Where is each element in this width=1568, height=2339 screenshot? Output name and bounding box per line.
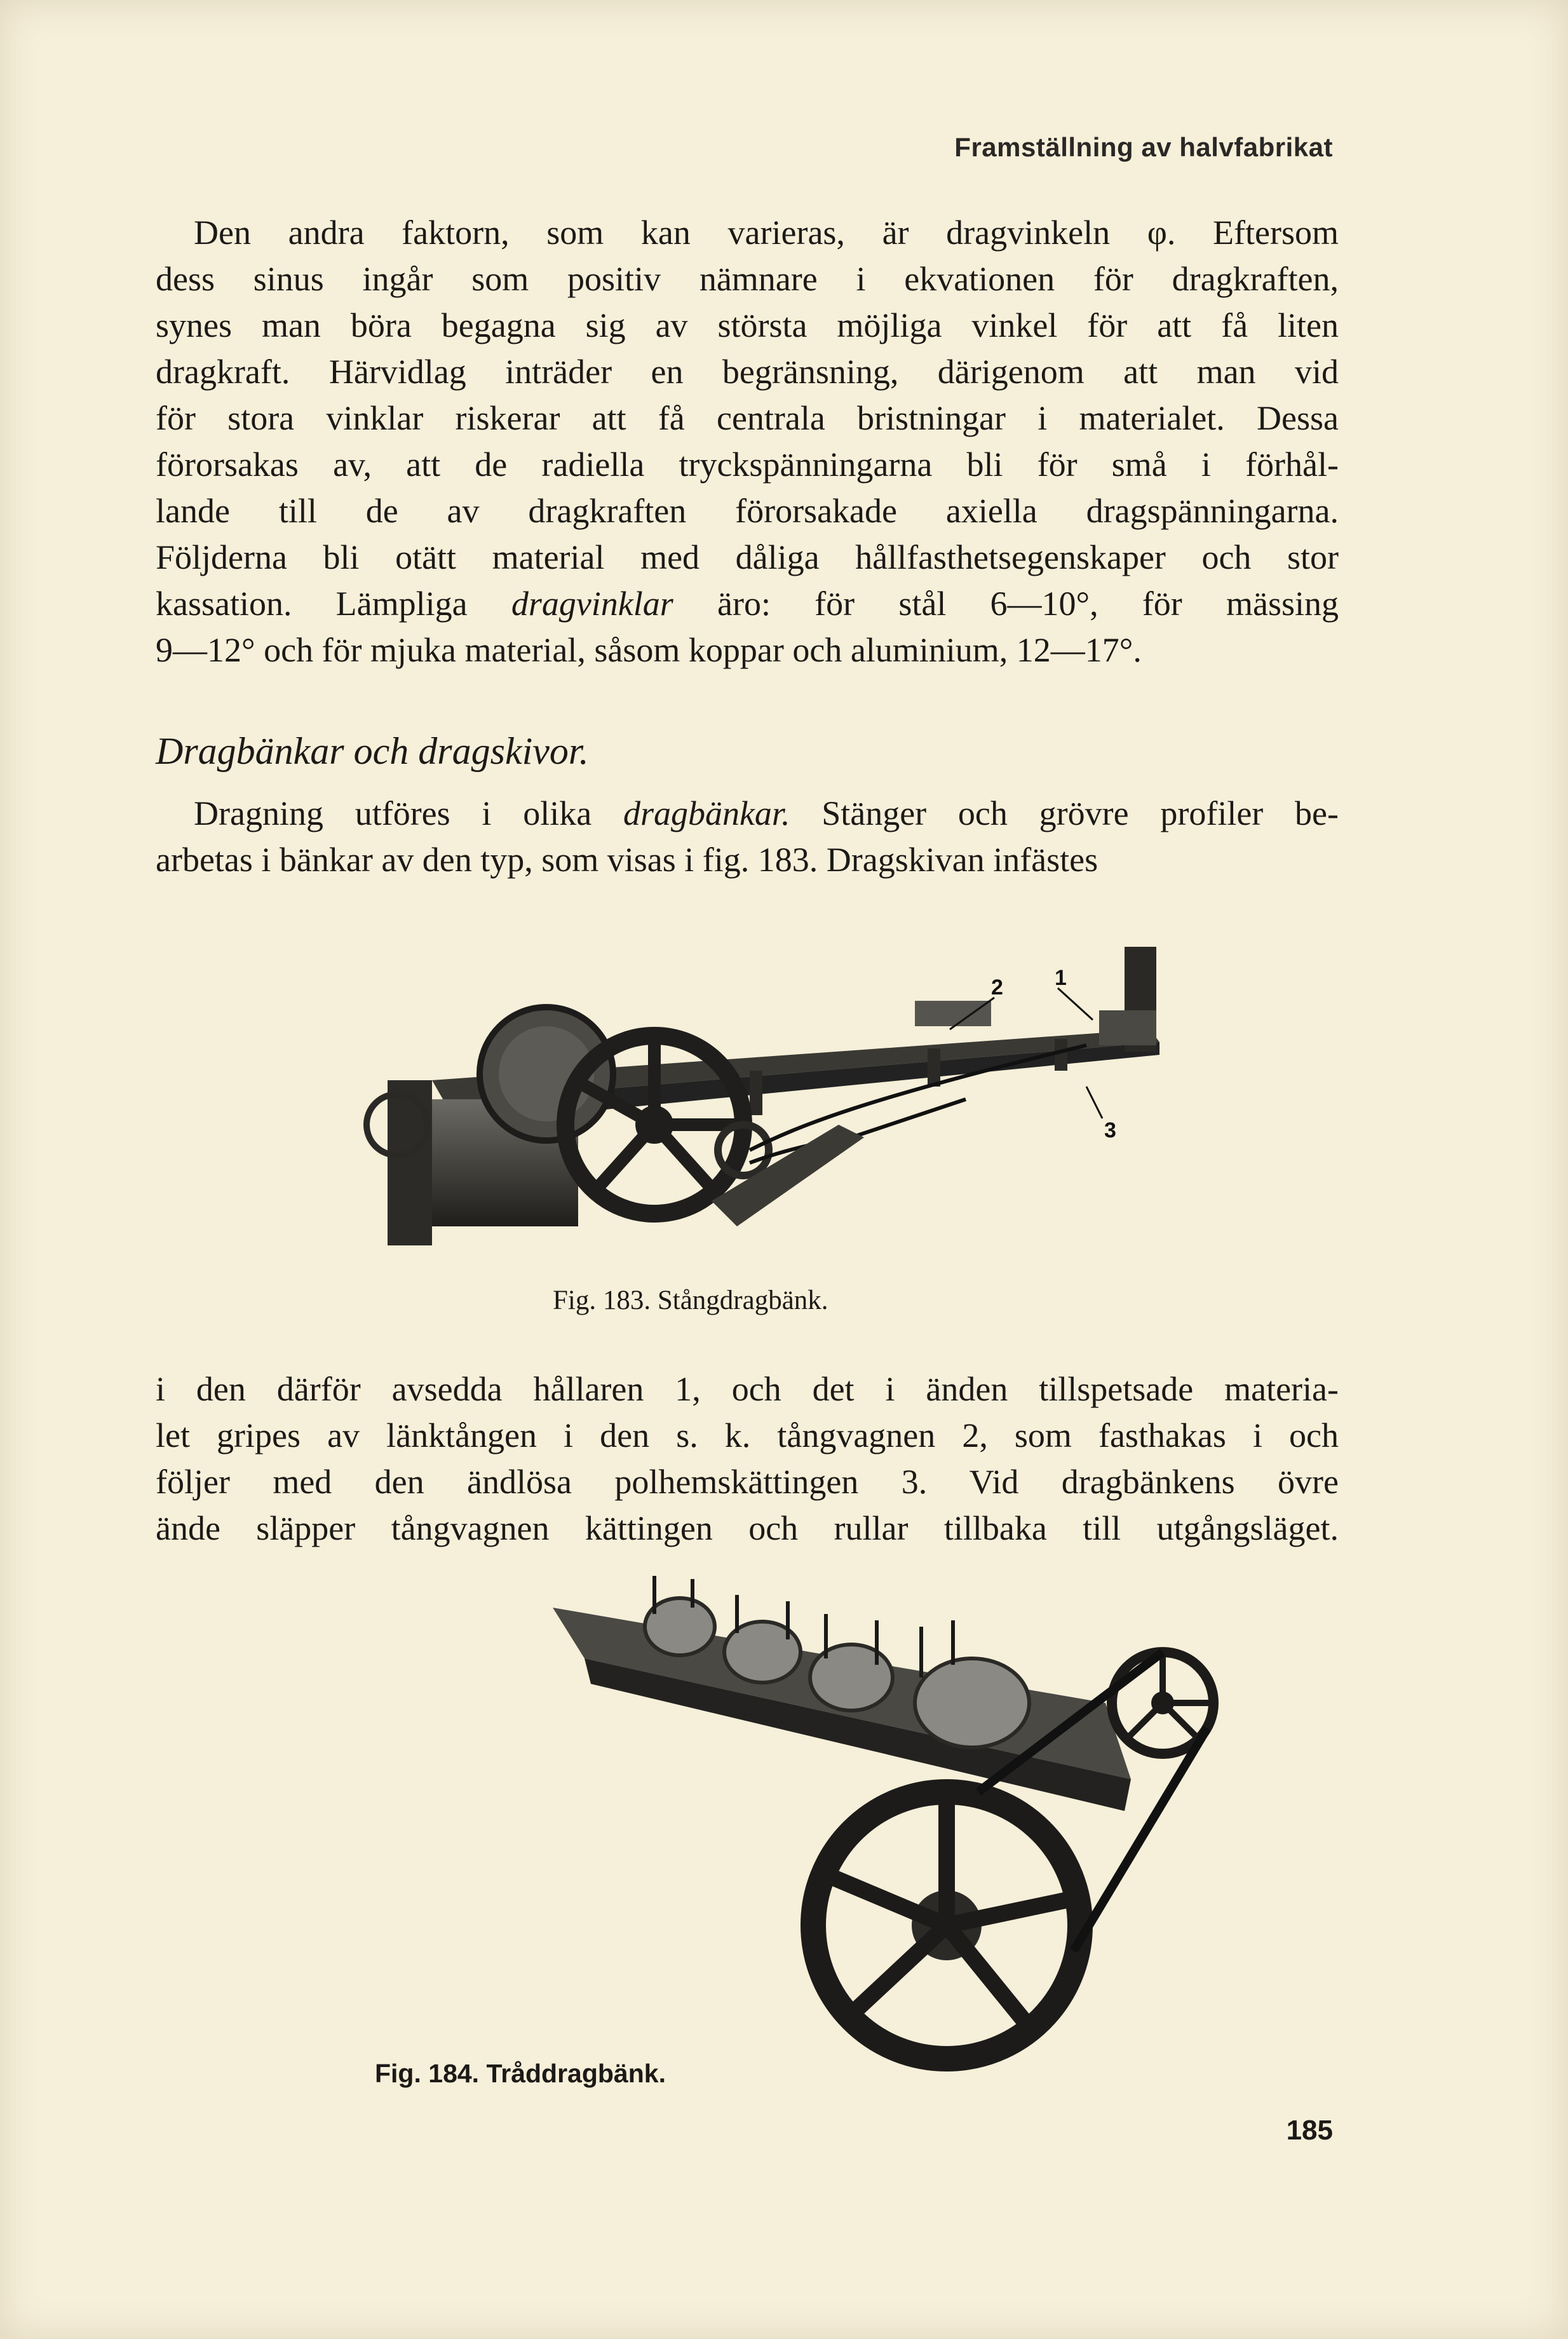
text-line: följer med den ändlösa polhemskättingen 3. Vid dragbänkens övre [156,1463,1339,1501]
text-line: 9—12° och för mjuka material, såsom koppar och aluminium, 12—17°. [156,631,1142,669]
text-line: dess sinus ingår som positiv nämnare i ekvationen för dragkraften, [156,260,1339,298]
figure-183-rod-drawing-bench [356,934,1182,1264]
text-line: let gripes av länktången i den s. k. tångvagnen 2, som fasthakas i och [156,1416,1339,1454]
text-run: Stänger och grövre profiler be- [790,794,1339,832]
figure-184-caption: Fig. 184. Tråddragbänk. [375,2059,666,2088]
text-line: i den därför avsedda hållaren 1, och det i änden tillspetsade materia- [156,1370,1339,1408]
text-run: äro: för stål 6—10°, för mässing [673,585,1339,623]
text-line: Den andra faktorn, som kan varieras, är dragvinkeln φ. Eftersom [194,214,1339,252]
callout-label: 1 [1055,966,1067,990]
italic-term: dragbänkar. [623,794,790,832]
text-line [156,581,1339,627]
figure-183-caption: Fig. 183. Stångdragbänk. [553,1285,828,1315]
text-line: synes man böra begagna sig av största möjliga vinkel för att få liten [156,306,1339,344]
text-line [156,790,1339,837]
callout-label: 3 [1104,1118,1116,1142]
text-line: lande till de av dragkraften förorsakade axiella dragspänningarna. [156,492,1339,530]
text-run: kassation. Lämpliga [156,585,511,623]
paragraph-2 [156,790,1339,883]
text-line: Följderna bli otätt material med dåliga hållfasthetsegenskaper och stor [156,538,1339,576]
text-line: för stora vinklar riskerar att få centrala bristningar i materialet. Dessa [156,399,1339,437]
wire-drawing-bench-illustration [534,1570,1252,2078]
text-run: Dragning utföres i olika [194,794,623,832]
text-line: förorsakas av, att de radiella tryckspänningarna bli för små i förhål- [156,445,1339,484]
page-number: 185 [1286,2115,1333,2146]
text-line: ände släpper tångvagnen kättingen och rullar tillbaka till utgångsläget. [156,1509,1339,1547]
text-line: dragkraft. Härvidlag inträder en begränsning, därigenom att man vid [156,353,1339,391]
figure-184-wire-drawing-bench [534,1570,1252,2078]
callout-label: 2 [991,975,1003,1000]
rod-drawing-bench-illustration [356,934,1182,1264]
text-line: arbetas i bänkar av den typ, som visas i fig. 183. Dragskivan infästes [156,841,1098,879]
italic-term: dragvinklar [511,585,673,623]
section-heading: Dragbänkar och dragskivor. [156,730,589,772]
paragraph-1 [156,210,1339,674]
running-head: Framställning av halvfabrikat [954,132,1333,162]
paragraph-3 [156,1366,1339,1552]
